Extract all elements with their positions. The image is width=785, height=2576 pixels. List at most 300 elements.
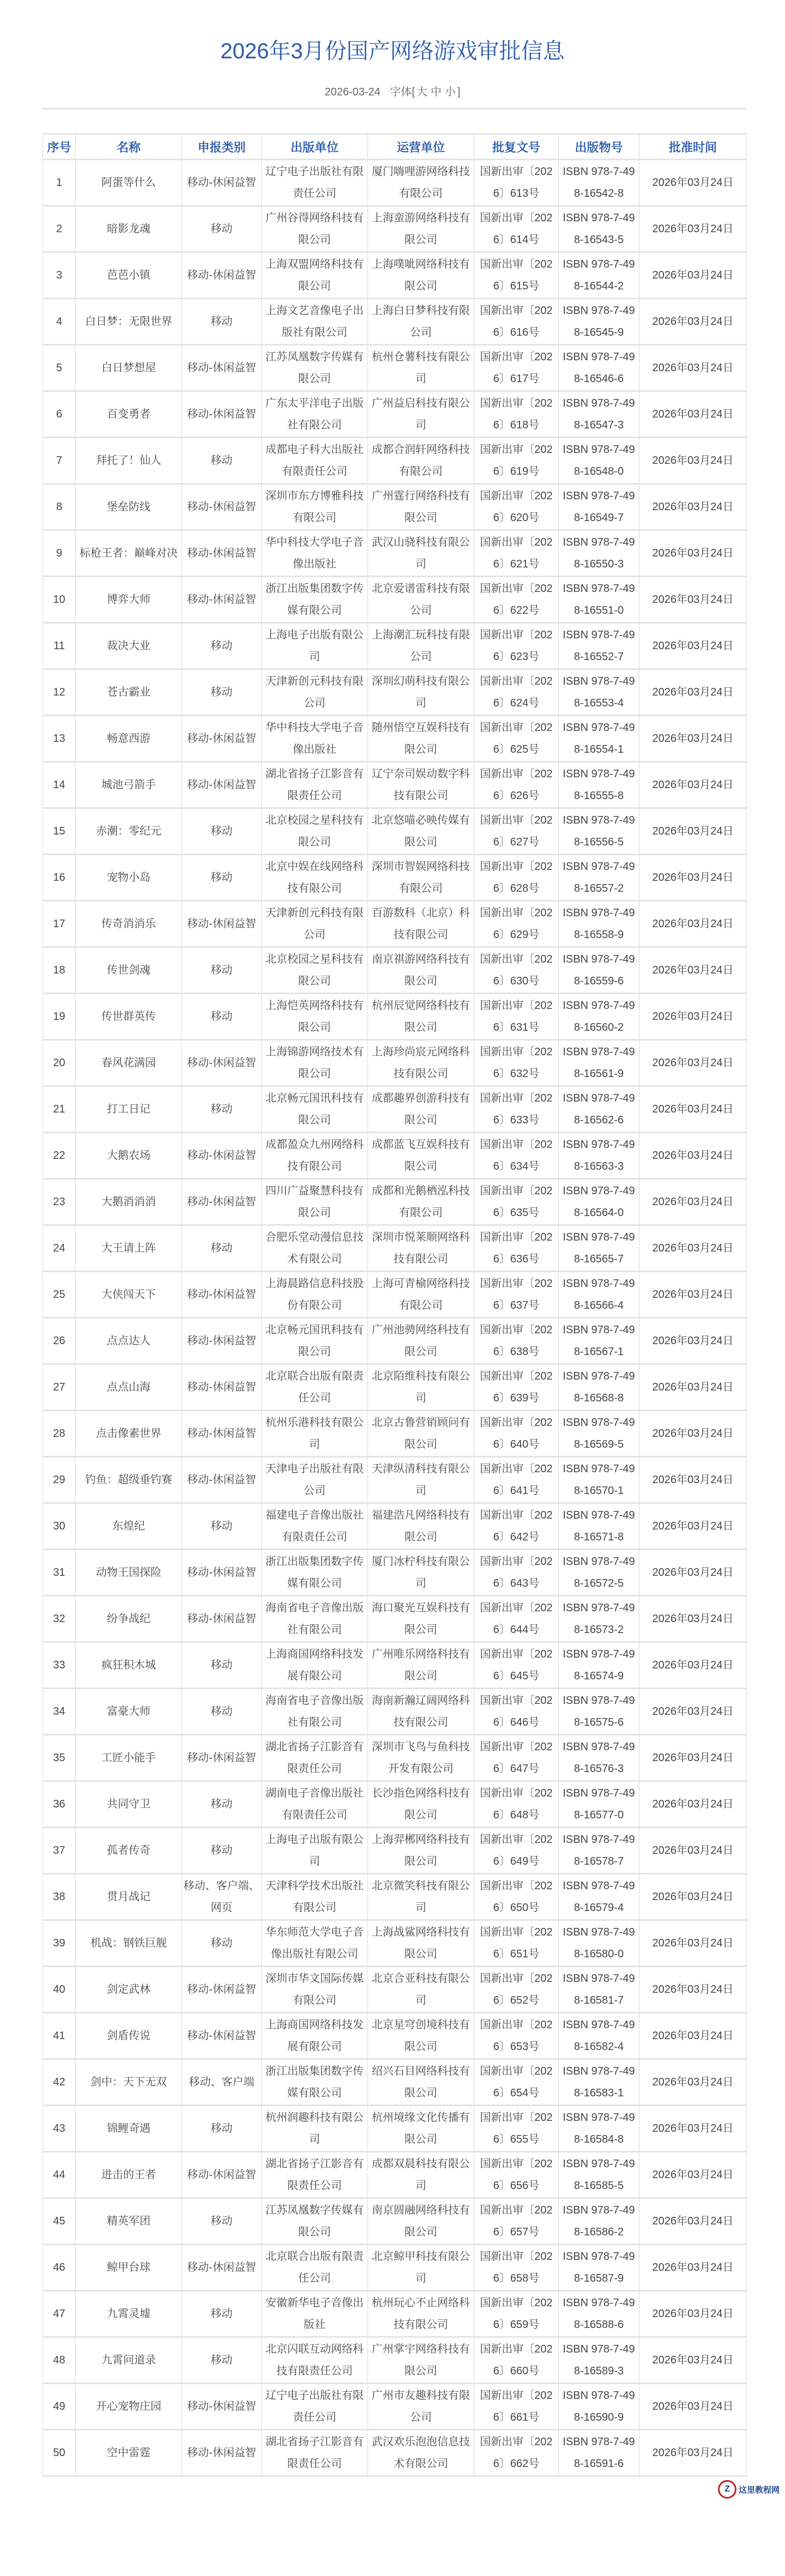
cell-index: 1 [43, 160, 76, 206]
cell-isbn: ISBN 978-7-498-16586-2 [559, 2198, 639, 2245]
header-col-approval-no: 批复文号 [474, 134, 559, 160]
cell-index: 24 [43, 1225, 76, 1272]
table-row [43, 1457, 747, 1503]
cell-approval-date: 2026年03月24日 [639, 1225, 747, 1272]
cell-index: 6 [43, 391, 76, 438]
cell-operator: 上海白日梦科技有限公司 [368, 299, 474, 345]
cell-operator: 广州掌宇网络科技有限公司 [368, 2337, 474, 2384]
cell-operator: 武汉欢乐泡泡信息技术有限公司 [368, 2430, 474, 2476]
cell-name: 大鹅消消消 [76, 1179, 182, 1225]
cell-publisher: 浙江出版集团数字传媒有限公司 [262, 2059, 368, 2106]
cell-publisher: 江苏凤凰数字传媒有限公司 [262, 2198, 368, 2245]
cell-index: 28 [43, 1411, 76, 1457]
cell-category: 移动-休闲益智 [182, 484, 262, 530]
cell-isbn: ISBN 978-7-498-16562-6 [559, 1086, 639, 1133]
cell-operator: 上海蛮游网络科技有限公司 [368, 206, 474, 252]
cell-isbn: ISBN 978-7-498-16559-6 [559, 947, 639, 994]
cell-approval-no: 国新出审〔2026〕631号 [474, 994, 559, 1040]
cell-isbn: ISBN 978-7-498-16572-5 [559, 1550, 639, 1596]
cell-category: 移动 [182, 1828, 262, 1874]
cell-index: 41 [43, 2013, 76, 2059]
cell-isbn: ISBN 978-7-498-16560-2 [559, 994, 639, 1040]
table-row [43, 947, 747, 994]
cell-approval-no: 国新出审〔2026〕622号 [474, 577, 559, 623]
cell-approval-date: 2026年03月24日 [639, 994, 747, 1040]
cell-index: 12 [43, 669, 76, 716]
cell-publisher: 天津新创元科技有限公司 [262, 669, 368, 716]
cell-category: 移动-休闲益智 [182, 1272, 262, 1318]
cell-index: 27 [43, 1364, 76, 1411]
cell-approval-no: 国新出审〔2026〕630号 [474, 947, 559, 994]
cell-isbn: ISBN 978-7-498-16584-8 [559, 2106, 639, 2152]
cell-name: 剑盾传说 [76, 2013, 182, 2059]
cell-isbn: ISBN 978-7-498-16545-9 [559, 299, 639, 345]
cell-category: 移动-休闲益智 [182, 2430, 262, 2476]
cell-index: 23 [43, 1179, 76, 1225]
cell-publisher: 华中科技大学电子音像出版社 [262, 716, 368, 762]
cell-index: 34 [43, 1689, 76, 1735]
font-size-label: 字体 [390, 86, 412, 98]
cell-approval-no: 国新出审〔2026〕634号 [474, 1133, 559, 1179]
cell-name: 贯月战记 [76, 1874, 182, 1920]
cell-isbn: ISBN 978-7-498-16589-3 [559, 2337, 639, 2384]
table-row [43, 438, 747, 484]
table-row [43, 1411, 747, 1457]
table-header-row [43, 134, 747, 160]
cell-category: 移动 [182, 2106, 262, 2152]
table-row [43, 901, 747, 947]
cell-approval-no: 国新出审〔2026〕627号 [474, 808, 559, 855]
cell-approval-no: 国新出审〔2026〕660号 [474, 2337, 559, 2384]
cell-category: 移动-休闲益智 [182, 1318, 262, 1364]
cell-approval-date: 2026年03月24日 [639, 1411, 747, 1457]
cell-index: 21 [43, 1086, 76, 1133]
cell-category: 移动 [182, 994, 262, 1040]
cell-operator: 随州悟空互娱科技有限公司 [368, 716, 474, 762]
watermark-text: 这里教程网 [738, 2485, 780, 2495]
cell-approval-date: 2026年03月24日 [639, 1364, 747, 1411]
cell-category: 移动 [182, 1689, 262, 1735]
cell-operator: 百游数科（北京）科技有限公司 [368, 901, 474, 947]
cell-publisher: 北京中娱在线网络科技有限公司 [262, 855, 368, 901]
cell-isbn: ISBN 978-7-498-16564-0 [559, 1179, 639, 1225]
cell-operator: 上海羿郴网络科技有限公司 [368, 1828, 474, 1874]
cell-isbn: ISBN 978-7-498-16551-0 [559, 577, 639, 623]
table-row [43, 1550, 747, 1596]
header-col-publisher: 出版单位 [262, 134, 368, 160]
cell-category: 移动-休闲益智 [182, 530, 262, 577]
cell-name: 九霄问道录 [76, 2337, 182, 2384]
cell-name: 鲸甲台球 [76, 2245, 182, 2291]
cell-category: 移动-休闲益智 [182, 160, 262, 206]
table-row [43, 994, 747, 1040]
cell-approval-date: 2026年03月24日 [639, 2013, 747, 2059]
cell-isbn: ISBN 978-7-498-16557-2 [559, 855, 639, 901]
cell-approval-date: 2026年03月24日 [639, 299, 747, 345]
cell-index: 13 [43, 716, 76, 762]
cell-name: 春风花满园 [76, 1040, 182, 1086]
cell-operator: 北京陌维科技有限公司 [368, 1364, 474, 1411]
cell-name: 阿蛋等什么 [76, 160, 182, 206]
cell-isbn: ISBN 978-7-498-16554-1 [559, 716, 639, 762]
cell-index: 29 [43, 1457, 76, 1503]
cell-approval-date: 2026年03月24日 [639, 160, 747, 206]
cell-operator: 广州市友趣科技有限公司 [368, 2384, 474, 2430]
z-logo-icon: Z [718, 2480, 736, 2499]
cell-approval-no: 国新出审〔2026〕638号 [474, 1318, 559, 1364]
cell-publisher: 广州谷得网络科技有限公司 [262, 206, 368, 252]
cell-operator: 北京鲸甲科技有限公司 [368, 2245, 474, 2291]
cell-publisher: 广东太平洋电子出版社有限公司 [262, 391, 368, 438]
cell-approval-date: 2026年03月24日 [639, 716, 747, 762]
cell-approval-date: 2026年03月24日 [639, 1967, 747, 2013]
font-medium-link[interactable]: 中 [430, 86, 442, 98]
cell-isbn: ISBN 978-7-498-16576-3 [559, 1735, 639, 1781]
cell-publisher: 安徽新华电子音像出版社 [262, 2291, 368, 2337]
cell-isbn: ISBN 978-7-498-16543-5 [559, 206, 639, 252]
cell-publisher: 海南省电子音像出版社有限公司 [262, 1596, 368, 1642]
cell-index: 8 [43, 484, 76, 530]
cell-name: 传奇消消乐 [76, 901, 182, 947]
cell-isbn: ISBN 978-7-498-16563-3 [559, 1133, 639, 1179]
cell-operator: 北京古鲁营销顾问有限公司 [368, 1411, 474, 1457]
cell-operator: 海口聚光互娱科技有限公司 [368, 1596, 474, 1642]
cell-name: 动物王国探险 [76, 1550, 182, 1596]
cell-category: 移动-休闲益智 [182, 2384, 262, 2430]
table-row [43, 1225, 747, 1272]
cell-approval-date: 2026年03月24日 [639, 2059, 747, 2106]
cell-approval-date: 2026年03月24日 [639, 947, 747, 994]
cell-approval-no: 国新出审〔2026〕637号 [474, 1272, 559, 1318]
cell-publisher: 湖北省扬子江影音有限责任公司 [262, 2152, 368, 2198]
cell-publisher: 深圳市华文国际传媒有限公司 [262, 1967, 368, 2013]
cell-publisher: 北京联合出版有限责任公司 [262, 1364, 368, 1411]
cell-category: 移动 [182, 1086, 262, 1133]
table-row [43, 160, 747, 206]
cell-isbn: ISBN 978-7-498-16555-8 [559, 762, 639, 808]
cell-approval-no: 国新出审〔2026〕642号 [474, 1503, 559, 1550]
cell-name: 机战：钢铁巨舰 [76, 1920, 182, 1967]
cell-name: 剑中：天下无双 [76, 2059, 182, 2106]
cell-category: 移动 [182, 1781, 262, 1828]
cell-index: 7 [43, 438, 76, 484]
cell-name: 打工日记 [76, 1086, 182, 1133]
cell-category: 移动 [182, 623, 262, 669]
cell-operator: 北京合亚科技有限公司 [368, 1967, 474, 2013]
cell-approval-date: 2026年03月24日 [639, 1596, 747, 1642]
cell-publisher: 上海锦游网络技术有限公司 [262, 1040, 368, 1086]
cell-isbn: ISBN 978-7-498-16568-8 [559, 1364, 639, 1411]
table-row [43, 623, 747, 669]
cell-publisher: 浙江出版集团数字传媒有限公司 [262, 577, 368, 623]
table-row [43, 2106, 747, 2152]
cell-approval-no: 国新出审〔2026〕644号 [474, 1596, 559, 1642]
table-row [43, 1874, 747, 1920]
cell-operator: 成都蓝飞互娱科技有限公司 [368, 1133, 474, 1179]
cell-category: 移动-休闲益智 [182, 345, 262, 391]
cell-index: 17 [43, 901, 76, 947]
cell-category: 移动-休闲益智 [182, 2013, 262, 2059]
cell-approval-no: 国新出审〔2026〕661号 [474, 2384, 559, 2430]
cell-index: 11 [43, 623, 76, 669]
cell-operator: 北京星穹创境科技有限公司 [368, 2013, 474, 2059]
cell-category: 移动-休闲益智 [182, 577, 262, 623]
cell-name: 开心宠物庄园 [76, 2384, 182, 2430]
cell-publisher: 海南省电子音像出版社有限公司 [262, 1689, 368, 1735]
article-meta [0, 83, 785, 99]
cell-publisher: 天津科学技术出版社有限公司 [262, 1874, 368, 1920]
cell-operator: 厦门冰柠科技有限公司 [368, 1550, 474, 1596]
cell-approval-date: 2026年03月24日 [639, 1874, 747, 1920]
cell-isbn: ISBN 978-7-498-16542-8 [559, 160, 639, 206]
cell-category: 移动-休闲益智 [182, 1735, 262, 1781]
font-small-link[interactable]: 小 [444, 86, 456, 98]
header-col-category: 申报类别 [182, 134, 262, 160]
cell-publisher: 杭州乐港科技有限公司 [262, 1411, 368, 1457]
cell-operator: 海南新瀚辽阔网络科技有限公司 [368, 1689, 474, 1735]
cell-isbn: ISBN 978-7-498-16573-2 [559, 1596, 639, 1642]
table-row [43, 762, 747, 808]
cell-approval-no: 国新出审〔2026〕643号 [474, 1550, 559, 1596]
cell-publisher: 北京联合出版有限责任公司 [262, 2245, 368, 2291]
cell-approval-no: 国新出审〔2026〕629号 [474, 901, 559, 947]
cell-approval-date: 2026年03月24日 [639, 484, 747, 530]
cell-approval-date: 2026年03月24日 [639, 1735, 747, 1781]
cell-approval-date: 2026年03月24日 [639, 2337, 747, 2384]
cell-isbn: ISBN 978-7-498-16578-7 [559, 1828, 639, 1874]
font-large-link[interactable]: 大 [416, 86, 427, 98]
cell-category: 移动、客户端、网页 [182, 1874, 262, 1920]
cell-approval-no: 国新出审〔2026〕615号 [474, 252, 559, 299]
cell-category: 移动 [182, 299, 262, 345]
cell-publisher: 上海恺英网络科技有限公司 [262, 994, 368, 1040]
cell-approval-no: 国新出审〔2026〕613号 [474, 160, 559, 206]
cell-name: 孤者传奇 [76, 1828, 182, 1874]
cell-approval-date: 2026年03月24日 [639, 345, 747, 391]
cell-approval-no: 国新出审〔2026〕632号 [474, 1040, 559, 1086]
font-size-switcher [390, 86, 460, 98]
cell-isbn: ISBN 978-7-498-16570-1 [559, 1457, 639, 1503]
cell-approval-date: 2026年03月24日 [639, 1920, 747, 1967]
cell-category: 移动-休闲益智 [182, 762, 262, 808]
divider [43, 108, 746, 110]
cell-isbn: ISBN 978-7-498-16553-4 [559, 669, 639, 716]
cell-publisher: 福建电子音像出版社有限责任公司 [262, 1503, 368, 1550]
cell-name: 苍古霸业 [76, 669, 182, 716]
cell-approval-date: 2026年03月24日 [639, 577, 747, 623]
cell-name: 大王请上阵 [76, 1225, 182, 1272]
cell-index: 5 [43, 345, 76, 391]
bracket-open: [ [412, 86, 415, 98]
cell-operator: 广州唯乐网络科技有限公司 [368, 1642, 474, 1689]
cell-category: 移动-休闲益智 [182, 901, 262, 947]
table-row [43, 1967, 747, 2013]
table-row [43, 808, 747, 855]
cell-name: 拜托了！仙人 [76, 438, 182, 484]
cell-operator: 上海珍尚宸元网络科技有限公司 [368, 1040, 474, 1086]
cell-isbn: ISBN 978-7-498-16558-9 [559, 901, 639, 947]
cell-isbn: ISBN 978-7-498-16574-9 [559, 1642, 639, 1689]
cell-publisher: 华东师范大学电子音像出版社有限公司 [262, 1920, 368, 1967]
publish-date: 2026-03-24 [324, 86, 381, 98]
table-row [43, 716, 747, 762]
cell-approval-date: 2026年03月24日 [639, 1272, 747, 1318]
cell-name: 白日梦：无限世界 [76, 299, 182, 345]
cell-isbn: ISBN 978-7-498-16591-6 [559, 2430, 639, 2476]
cell-approval-date: 2026年03月24日 [639, 252, 747, 299]
cell-approval-date: 2026年03月24日 [639, 2430, 747, 2476]
cell-publisher: 合肥乐堂动漫信息技术有限公司 [262, 1225, 368, 1272]
table-row [43, 2198, 747, 2245]
cell-isbn: ISBN 978-7-498-16556-5 [559, 808, 639, 855]
cell-name: 博弈大师 [76, 577, 182, 623]
watermark-logo [0, 2477, 785, 2502]
cell-operator: 南京圆融网络科技有限公司 [368, 2198, 474, 2245]
cell-isbn: ISBN 978-7-498-16583-1 [559, 2059, 639, 2106]
cell-index: 49 [43, 2384, 76, 2430]
cell-operator: 杭州辰觉网络科技有限公司 [368, 994, 474, 1040]
table-row [43, 1040, 747, 1086]
cell-approval-no: 国新出审〔2026〕620号 [474, 484, 559, 530]
cell-isbn: ISBN 978-7-498-16580-0 [559, 1920, 639, 1967]
header-col-operator: 运营单位 [368, 134, 474, 160]
cell-index: 26 [43, 1318, 76, 1364]
cell-approval-no: 国新出审〔2026〕618号 [474, 391, 559, 438]
cell-approval-no: 国新出审〔2026〕617号 [474, 345, 559, 391]
cell-name: 进击的王者 [76, 2152, 182, 2198]
cell-category: 移动 [182, 1920, 262, 1967]
header-col-approval-date: 批准时间 [639, 134, 747, 160]
table-body [43, 160, 747, 2476]
table-row [43, 855, 747, 901]
cell-index: 18 [43, 947, 76, 994]
table-row [43, 391, 747, 438]
cell-index: 33 [43, 1642, 76, 1689]
cell-name: 点点达人 [76, 1318, 182, 1364]
cell-category: 移动 [182, 947, 262, 994]
table-row [43, 1828, 747, 1874]
cell-isbn: ISBN 978-7-498-16577-0 [559, 1781, 639, 1828]
cell-category: 移动-休闲益智 [182, 716, 262, 762]
cell-publisher: 天津电子出版社有限公司 [262, 1457, 368, 1503]
cell-isbn: ISBN 978-7-498-16588-6 [559, 2291, 639, 2337]
table-row [43, 2384, 747, 2430]
cell-category: 移动-休闲益智 [182, 1596, 262, 1642]
cell-approval-date: 2026年03月24日 [639, 1642, 747, 1689]
cell-operator: 厦门嗨哩游网络科技有限公司 [368, 160, 474, 206]
cell-category: 移动 [182, 1225, 262, 1272]
cell-category: 移动-休闲益智 [182, 1550, 262, 1596]
cell-approval-no: 国新出审〔2026〕647号 [474, 1735, 559, 1781]
cell-operator: 广州霆行网络科技有限公司 [368, 484, 474, 530]
cell-approval-date: 2026年03月24日 [639, 1086, 747, 1133]
cell-approval-no: 国新出审〔2026〕616号 [474, 299, 559, 345]
cell-approval-no: 国新出审〔2026〕619号 [474, 438, 559, 484]
cell-publisher: 上海电子出版有限公司 [262, 1828, 368, 1874]
table-row [43, 252, 747, 299]
table-row [43, 1179, 747, 1225]
cell-isbn: ISBN 978-7-498-16548-0 [559, 438, 639, 484]
cell-publisher: 上海文艺音像电子出版社有限公司 [262, 299, 368, 345]
cell-approval-no: 国新出审〔2026〕641号 [474, 1457, 559, 1503]
cell-isbn: ISBN 978-7-498-16585-5 [559, 2152, 639, 2198]
cell-name: 标枪王者：巅峰对决 [76, 530, 182, 577]
cell-publisher: 上海双盟网络科技有限公司 [262, 252, 368, 299]
cell-index: 48 [43, 2337, 76, 2384]
table-row [43, 1364, 747, 1411]
cell-name: 暗影龙魂 [76, 206, 182, 252]
cell-approval-no: 国新出审〔2026〕650号 [474, 1874, 559, 1920]
cell-index: 20 [43, 1040, 76, 1086]
cell-name: 疯狂积木城 [76, 1642, 182, 1689]
header-col-index: 序号 [43, 134, 76, 160]
cell-approval-date: 2026年03月24日 [639, 1828, 747, 1874]
cell-name: 裁决大业 [76, 623, 182, 669]
cell-operator: 成都和光鹅栖泓科技有限公司 [368, 1179, 474, 1225]
cell-publisher: 上海商国网络科技发展有限公司 [262, 2013, 368, 2059]
cell-index: 37 [43, 1828, 76, 1874]
cell-approval-date: 2026年03月24日 [639, 438, 747, 484]
cell-isbn: ISBN 978-7-498-16587-9 [559, 2245, 639, 2291]
cell-operator: 上海战鲨网络科技有限公司 [368, 1920, 474, 1967]
cell-publisher: 上海商国网络科技发展有限公司 [262, 1642, 368, 1689]
cell-publisher: 华中科技大学电子音像出版社 [262, 530, 368, 577]
cell-category: 移动 [182, 438, 262, 484]
cell-approval-date: 2026年03月24日 [639, 1040, 747, 1086]
cell-approval-date: 2026年03月24日 [639, 391, 747, 438]
cell-category: 移动-休闲益智 [182, 1457, 262, 1503]
cell-publisher: 深圳市东方博雅科技有限公司 [262, 484, 368, 530]
table-row [43, 1781, 747, 1828]
cell-isbn: ISBN 978-7-498-16565-7 [559, 1225, 639, 1272]
cell-name: 纷争战纪 [76, 1596, 182, 1642]
cell-category: 移动 [182, 669, 262, 716]
cell-category: 移动-休闲益智 [182, 1040, 262, 1086]
cell-index: 32 [43, 1596, 76, 1642]
cell-publisher: 北京校园之星科技有限公司 [262, 947, 368, 994]
cell-operator: 北京爱谱雷科技有限公司 [368, 577, 474, 623]
cell-name: 畅意西游 [76, 716, 182, 762]
cell-index: 25 [43, 1272, 76, 1318]
cell-publisher: 湖北省扬子江影音有限责任公司 [262, 1735, 368, 1781]
table-row [43, 577, 747, 623]
cell-approval-no: 国新出审〔2026〕628号 [474, 855, 559, 901]
cell-approval-no: 国新出审〔2026〕658号 [474, 2245, 559, 2291]
cell-isbn: ISBN 978-7-498-16567-1 [559, 1318, 639, 1364]
cell-index: 45 [43, 2198, 76, 2245]
cell-approval-date: 2026年03月24日 [639, 808, 747, 855]
cell-publisher: 北京畅元国讯科技有限公司 [262, 1086, 368, 1133]
cell-index: 31 [43, 1550, 76, 1596]
cell-isbn: ISBN 978-7-498-16582-4 [559, 2013, 639, 2059]
cell-approval-no: 国新出审〔2026〕656号 [474, 2152, 559, 2198]
cell-operator: 杭州仓薯科技有限公司 [368, 345, 474, 391]
cell-operator: 上海噗呲网络科技有限公司 [368, 252, 474, 299]
cell-publisher: 成都电子科大出版社有限责任公司 [262, 438, 368, 484]
cell-approval-no: 国新出审〔2026〕635号 [474, 1179, 559, 1225]
cell-approval-date: 2026年03月24日 [639, 2198, 747, 2245]
cell-approval-no: 国新出审〔2026〕614号 [474, 206, 559, 252]
cell-category: 移动 [182, 2291, 262, 2337]
cell-name: 剑定武林 [76, 1967, 182, 2013]
cell-publisher: 辽宁电子出版社有限责任公司 [262, 160, 368, 206]
cell-publisher: 北京校园之星科技有限公司 [262, 808, 368, 855]
cell-approval-date: 2026年03月24日 [639, 2152, 747, 2198]
cell-name: 工匠小能手 [76, 1735, 182, 1781]
table-row [43, 1133, 747, 1179]
cell-operator: 深圳幻萌科技有限公司 [368, 669, 474, 716]
cell-index: 40 [43, 1967, 76, 2013]
